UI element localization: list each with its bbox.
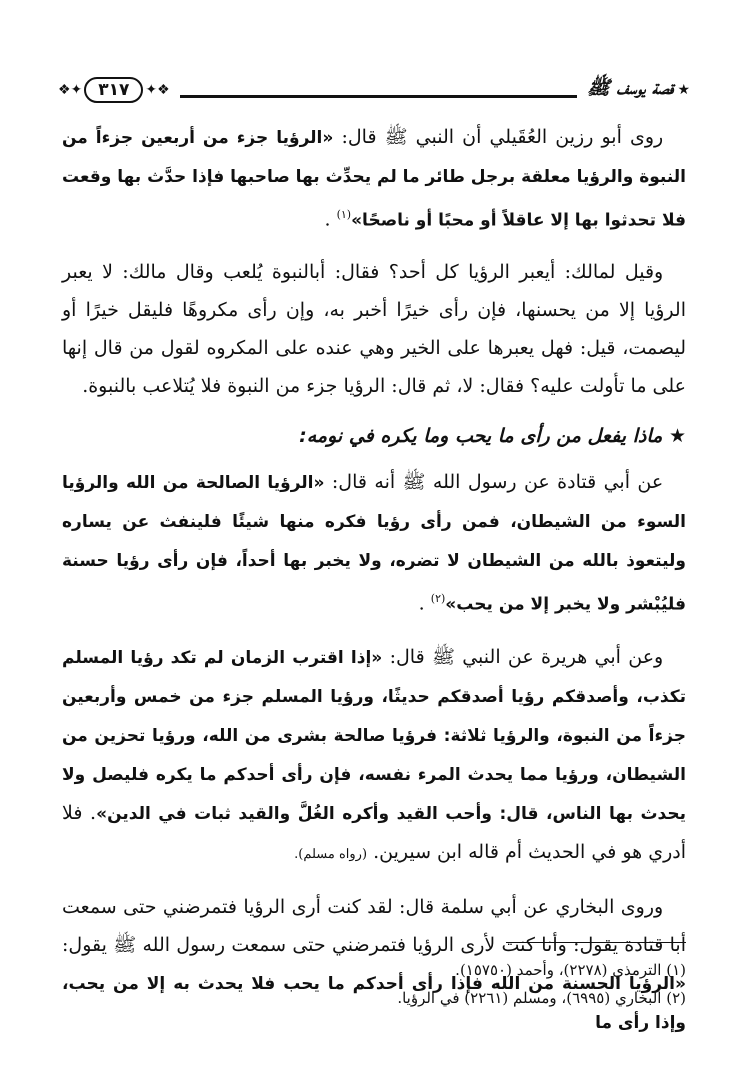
page-body [62, 118, 686, 1056]
paragraph-text: . [324, 208, 337, 231]
footnote: (٢) البخاري (٦٩٩٥)، ومسلم (٢٢٦١) في الرؤيا. [397, 989, 686, 1007]
paragraph-text: عن أبي قتادة عن رسول الله ﷺ أنه قال: [324, 471, 664, 494]
paragraph [62, 638, 686, 874]
footnote-ref: (٢) [430, 592, 446, 606]
running-title-text: قصة يوسف ﷺ [587, 77, 674, 99]
paragraph-text: . [418, 592, 431, 615]
paragraph-text: وقيل لمالك: أيعبر الرؤيا كل أحد؟ فقال: أبالنبوة يُلعب وقال مالك: لا يعبر الرؤيا إلا من يحسنها، فإن رأى خيرًا أخبر به، وإن رأى مكروهًا فليقل خيرًا أو ليصمت، قيل: فهل يعبرها على الخير وهي عنده على المكروه لقول من قال إنها على ما تأولت عليه؟ فقال: لا، ثم قال: الرؤيا جزء من النبوة فلا يُتلاعب بالنبوة. [62, 261, 686, 398]
hadith-quote: «إذا اقترب الزمان لم تكد رؤيا المسلم تكذب، وأصدقكم رؤيا أصدقكم حديثًا، ورؤيا المسلم جزء من خمس وأربعين جزءاً من النبوة، والرؤيا ثلاثة: فرؤيا صالحة بشرى من الله، ورؤيا تحزين من الشيطان، ورؤيا مما يحدث المرء نفسه، فإن رأى أحدكم ما يكره فليصل ولا يحدث بها الناس، قال: وأحب القيد وأكره الغُلَّ والقيد ثبات في الدين» [62, 647, 687, 824]
paragraph-text: وروى البخاري عن أبي سلمة قال: لقد كنت أرى الرؤيا فتمرضني حتى سمعت أبا قتادة يقول: وأنا كنت لأرى الرؤيا فتمرضني حتى سمعت رسول الله ﷺ يقول: [62, 895, 686, 956]
footnotes [62, 956, 686, 1012]
hadith-quote: «الرؤيا جزء من أربعين جزءاً من النبوة والرؤيا معلقة برجل طائر ما لم يحدِّث بها صاحبها فإذا حدَّث بها وقعت فلا تحدثوا بها إلا عاقلاً أو محبًا أو ناصحًا» [61, 128, 686, 231]
page-number-ornament [58, 77, 170, 103]
source-citation: (رواه مسلم). [294, 846, 368, 862]
section-heading-text: ماذا يفعل من رأى ما يحب وما يكره في نومه: [299, 425, 663, 448]
hadith-quote: «الرؤيا الحسنة من الله فإذا رأى أحدكم ما يحب فلا يحدث به إلا من يحب، وإذا رأى ما [62, 973, 686, 1033]
page-header [58, 70, 690, 110]
footnote-ref: (١) [336, 208, 352, 221]
star-icon: ★ [668, 425, 686, 448]
ornament-left-icon: ❖✦ [58, 82, 83, 98]
footnote: (١) الترمذي (٢٢٧٨)، وأحمد (١٥٧٥٠). [455, 961, 686, 979]
paragraph [62, 118, 686, 239]
star-icon: ★ [677, 82, 690, 98]
paragraph [62, 253, 686, 405]
header-rule [180, 95, 577, 98]
paragraph-text: روى أبو رزين العُقَيلي أن النبي ﷺ قال: [333, 126, 664, 148]
page-number: ٣١٧ [84, 77, 143, 103]
hadith-quote: «الرؤيا الصالحة من الله والرؤيا السوء من الشيطان، فمن رأى رؤيا فكره منها شيئًا فلينفث عن يساره وليتعوذ بالله من الشيطان لا تضره، ولا يخبر بها أحداً، فإن رأى رؤيا حسنة فليُبْشر ولا يخبر إلا من يحب» [62, 473, 686, 615]
running-title [587, 76, 690, 104]
section-heading [62, 419, 686, 453]
footnote-rule [506, 942, 686, 943]
ornament-right-icon: ✦❖ [145, 82, 170, 98]
paragraph-text: وعن أبي هريرة عن النبي ﷺ قال: [382, 645, 664, 668]
paragraph [62, 463, 686, 623]
paragraph-text: . فلا أدري هو في الحديث أم قاله ابن سيرين. [62, 801, 686, 863]
